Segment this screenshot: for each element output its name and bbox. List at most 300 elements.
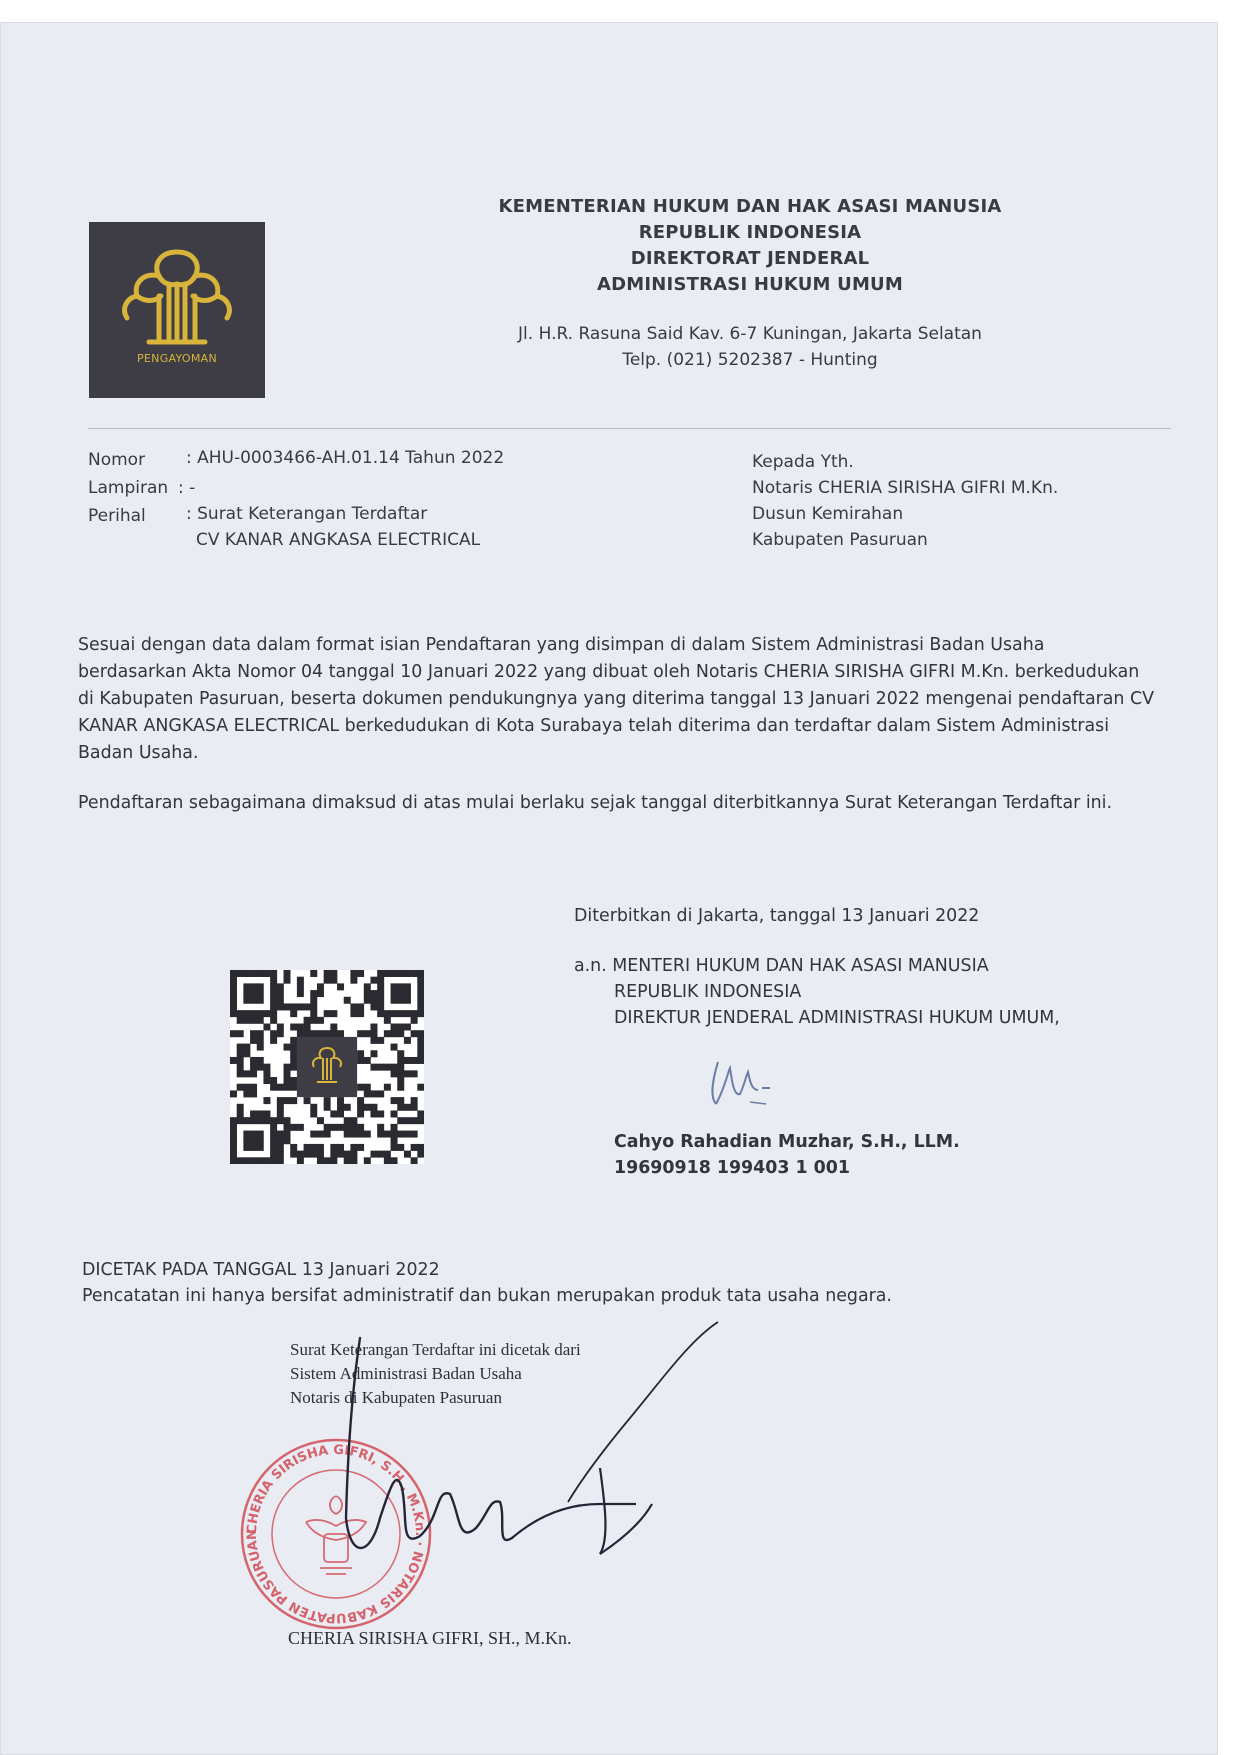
qr-module: [284, 1117, 291, 1124]
qr-module: [237, 1157, 244, 1164]
qr-module: [391, 1030, 398, 1037]
header-divider: [88, 428, 1171, 429]
qr-module: [357, 1131, 364, 1138]
qr-module: [250, 1157, 257, 1164]
nomor-value: : AHU-0003466-AH.01.14 Tahun 2022: [186, 448, 505, 468]
qr-module: [310, 997, 317, 1004]
qr-module: [284, 1077, 291, 1084]
qr-module: [290, 1057, 297, 1064]
qr-module: [364, 1030, 371, 1037]
qr-module: [257, 983, 264, 990]
qr-module: [290, 1010, 297, 1017]
recipient-salutation: Kepada Yth.: [752, 452, 854, 472]
qr-module: [250, 1137, 257, 1144]
qr-module: [263, 1117, 270, 1124]
office-phone: Telp. (021) 5202387 - Hunting: [622, 350, 878, 370]
qr-module: [344, 1151, 351, 1158]
qr-module: [270, 977, 277, 984]
qr-module: [237, 1084, 244, 1091]
qr-module: [290, 1024, 297, 1031]
qr-module: [250, 1010, 257, 1017]
qr-module: [243, 997, 250, 1004]
qr-module: [290, 1124, 297, 1131]
qr-module: [297, 990, 304, 997]
qr-module: [243, 983, 250, 990]
qr-module: [391, 1110, 398, 1117]
qr-module: [310, 1131, 317, 1138]
qr-module: [404, 1131, 411, 1138]
qr-module: [364, 1104, 371, 1111]
qr-module: [404, 1024, 411, 1031]
qr-module: [243, 1137, 250, 1144]
qr-module: [250, 1131, 257, 1138]
qr-module: [324, 1097, 331, 1104]
qr-module: [243, 1131, 250, 1138]
qr-module: [277, 1003, 284, 1010]
qr-module: [270, 990, 277, 997]
qr-module: [411, 1017, 418, 1024]
qr-module: [350, 1151, 357, 1158]
director-signature: [690, 1042, 790, 1122]
qr-module: [270, 1037, 277, 1044]
qr-module: [417, 1003, 424, 1010]
qr-module: [250, 970, 257, 977]
director-nip: 19690918 199403 1 001: [614, 1158, 850, 1178]
qr-module: [391, 970, 398, 977]
qr-module: [397, 1144, 404, 1151]
qr-module: [370, 1024, 377, 1031]
qr-module: [250, 1070, 257, 1077]
qr-module: [330, 1151, 337, 1158]
qr-module: [417, 1110, 424, 1117]
qr-module: [411, 1117, 418, 1124]
qr-module: [297, 1030, 304, 1037]
qr-module: [284, 1044, 291, 1051]
qr-module: [297, 1157, 304, 1164]
qr-module: [344, 997, 351, 1004]
republic-line: REPUBLIK INDONESIA: [614, 982, 802, 1002]
qr-module: [250, 1017, 257, 1024]
qr-module: [250, 1090, 257, 1097]
qr-module: [263, 970, 270, 977]
qr-module: [417, 1044, 424, 1051]
qr-module: [317, 1157, 324, 1164]
qr-module: [284, 1131, 291, 1138]
qr-module: [377, 1131, 384, 1138]
qr-module: [230, 1003, 237, 1010]
qr-module: [377, 1003, 384, 1010]
qr-module: [337, 1097, 344, 1104]
seal-text: CHERIA SIRISHA GIFRI, S.H., M.Kn. · NOTARIS KABUPATEN PASURUAN: [244, 1442, 428, 1626]
qr-module: [370, 977, 377, 984]
qr-module: [391, 1044, 398, 1051]
qr-module: [270, 1151, 277, 1158]
qr-module: [417, 1037, 424, 1044]
qr-module: [277, 997, 284, 1004]
qr-module: [350, 1144, 357, 1151]
qr-module: [404, 1057, 411, 1064]
qr-module: [377, 1151, 384, 1158]
qr-code-pattern: [230, 970, 424, 1164]
qr-module: [324, 1010, 331, 1017]
qr-module: [330, 1024, 337, 1031]
qr-module: [304, 1030, 311, 1037]
qr-module: [297, 1024, 304, 1031]
qr-module: [290, 1077, 297, 1084]
perihal-company: CV KANAR ANGKASA ELECTRICAL: [196, 530, 481, 550]
qr-module: [257, 1137, 264, 1144]
qr-module: [417, 1050, 424, 1057]
qr-module: [237, 1104, 244, 1111]
qr-module: [417, 1151, 424, 1158]
qr-module: [391, 997, 398, 1004]
qr-module: [391, 1157, 398, 1164]
qr-module: [230, 1030, 237, 1037]
qr-module: [290, 1144, 297, 1151]
qr-module: [257, 1010, 264, 1017]
qr-module: [290, 1064, 297, 1071]
qr-module: [317, 983, 324, 990]
qr-module: [270, 1003, 277, 1010]
qr-module: [337, 1030, 344, 1037]
qr-module: [411, 1104, 418, 1111]
qr-module: [230, 1157, 237, 1164]
qr-module: [304, 1097, 311, 1104]
qr-module: [284, 977, 291, 984]
qr-module: [297, 1003, 304, 1010]
qr-module: [257, 1064, 264, 1071]
document-page: [0, 22, 1218, 1755]
qr-module: [290, 1037, 297, 1044]
qr-module: [384, 1157, 391, 1164]
qr-module: [397, 1024, 404, 1031]
qr-module: [237, 1117, 244, 1124]
qr-module: [257, 1044, 264, 1051]
qr-module: [317, 1151, 324, 1158]
qr-module: [411, 1097, 418, 1104]
qr-module: [237, 970, 244, 977]
qr-module: [243, 1157, 250, 1164]
qr-module: [250, 1084, 257, 1091]
qr-module: [337, 1104, 344, 1111]
qr-module: [263, 1010, 270, 1017]
qr-module: [230, 1057, 237, 1064]
qr-module: [317, 1030, 324, 1037]
qr-module: [324, 970, 331, 977]
qr-module: [377, 1124, 384, 1131]
qr-module: [391, 1024, 398, 1031]
qr-module: [270, 1084, 277, 1091]
qr-module: [257, 990, 264, 997]
qr-module: [237, 1010, 244, 1017]
qr-module: [297, 1124, 304, 1131]
qr-module: [330, 1144, 337, 1151]
qr-module: [257, 1030, 264, 1037]
qr-module: [237, 1017, 244, 1024]
qr-module: [391, 1070, 398, 1077]
qr-module: [357, 1144, 364, 1151]
qr-module: [370, 1104, 377, 1111]
qr-module: [384, 1010, 391, 1017]
qr-module: [284, 1097, 291, 1104]
qr-module: [243, 1090, 250, 1097]
qr-module: [324, 1131, 331, 1138]
qr-module: [370, 1151, 377, 1158]
qr-module: [417, 983, 424, 990]
qr-module: [364, 1084, 371, 1091]
qr-module: [257, 1057, 264, 1064]
qr-module: [270, 1144, 277, 1151]
qr-module: [250, 1057, 257, 1064]
qr-module: [324, 1030, 331, 1037]
qr-module: [284, 1084, 291, 1091]
recipient-village: Dusun Kemirahan: [752, 504, 904, 524]
qr-module: [397, 1131, 404, 1138]
qr-module: [397, 970, 404, 977]
office-address: Jl. H.R. Rasuna Said Kav. 6-7 Kuningan, Jakarta Selatan: [518, 324, 982, 344]
qr-module: [411, 1131, 418, 1138]
qr-module: [370, 1030, 377, 1037]
qr-module: [417, 970, 424, 977]
qr-module: [384, 970, 391, 977]
qr-module: [330, 977, 337, 984]
qr-module: [277, 990, 284, 997]
administrative-note: Pencatatan ini hanya bersifat administratif dan bukan merupakan produk tata usaha negara.: [82, 1286, 892, 1306]
qr-module: [230, 1137, 237, 1144]
qr-module: [364, 983, 371, 990]
qr-module: [397, 1064, 404, 1071]
notary-signature: [300, 1318, 740, 1618]
qr-module: [257, 1110, 264, 1117]
qr-module: [377, 990, 384, 997]
qr-module: [324, 1124, 331, 1131]
qr-module: [317, 1117, 324, 1124]
qr-module: [250, 1110, 257, 1117]
qr-module: [404, 1104, 411, 1111]
qr-module: [270, 970, 277, 977]
qr-module: [277, 1024, 284, 1031]
qr-module: [417, 1144, 424, 1151]
qr-module: [290, 1151, 297, 1158]
qr-module: [237, 1070, 244, 1077]
qr-module: [250, 990, 257, 997]
qr-module: [350, 1010, 357, 1017]
qr-module: [284, 1137, 291, 1144]
director-name: Cahyo Rahadian Muzhar, S.H., LLM.: [614, 1132, 960, 1152]
qr-module: [263, 1070, 270, 1077]
qr-module: [417, 1057, 424, 1064]
qr-module: [277, 1110, 284, 1117]
qr-module: [384, 1017, 391, 1024]
qr-module: [304, 1003, 311, 1010]
administration-title: ADMINISTRASI HUKUM UMUM: [597, 274, 903, 295]
qr-module: [310, 1144, 317, 1151]
qr-module: [397, 1050, 404, 1057]
qr-module: [337, 1110, 344, 1117]
qr-module: [230, 990, 237, 997]
lampiran-label: Lampiran: [88, 478, 169, 498]
qr-module: [330, 1124, 337, 1131]
qr-module: [270, 997, 277, 1004]
qr-module: [397, 1117, 404, 1124]
qr-module: [377, 983, 384, 990]
qr-module: [397, 1057, 404, 1064]
qr-module: [364, 997, 371, 1004]
qr-module: [377, 977, 384, 984]
notary-cert-line-3: Notaris di Kabupaten Pasuruan: [290, 1388, 502, 1407]
qr-module: [411, 1144, 418, 1151]
qr-module: [284, 1124, 291, 1131]
qr-module: [397, 1097, 404, 1104]
qr-module: [324, 1104, 331, 1111]
qr-module: [357, 1084, 364, 1091]
qr-module: [330, 1030, 337, 1037]
qr-module: [344, 1117, 351, 1124]
qr-module: [404, 1070, 411, 1077]
qr-module: [344, 1131, 351, 1138]
qr-module: [337, 983, 344, 990]
qr-module: [384, 1030, 391, 1037]
qr-module: [243, 1044, 250, 1051]
qr-module: [317, 1017, 324, 1024]
nomor-label: Nomor: [88, 450, 146, 470]
qr-module: [230, 983, 237, 990]
qr-module: [304, 1144, 311, 1151]
qr-module: [364, 1090, 371, 1097]
qr-module: [391, 1064, 398, 1071]
qr-module: [391, 1131, 398, 1138]
qr-module: [257, 1037, 264, 1044]
qr-module: [250, 1064, 257, 1071]
qr-module: [257, 1157, 264, 1164]
qr-module: [377, 970, 384, 977]
qr-module: [317, 990, 324, 997]
qr-module: [243, 1017, 250, 1024]
qr-module: [370, 1037, 377, 1044]
notary-name: CHERIA SIRISHA GIFRI, SH., M.Kn.: [288, 1628, 572, 1648]
recipient-regency: Kabupaten Pasuruan: [752, 530, 928, 550]
qr-module: [350, 1124, 357, 1131]
qr-module: [297, 977, 304, 984]
qr-module: [284, 1003, 291, 1010]
qr-module: [263, 1097, 270, 1104]
qr-module: [277, 1157, 284, 1164]
qr-module: [230, 1124, 237, 1131]
qr-module: [317, 1144, 324, 1151]
qr-module: [417, 1084, 424, 1091]
qr-module: [257, 1117, 264, 1124]
qr-module: [370, 990, 377, 997]
qr-module: [243, 1084, 250, 1091]
qr-module: [417, 990, 424, 997]
qr-module: [243, 1117, 250, 1124]
qr-module: [310, 1010, 317, 1017]
qr-module: [270, 983, 277, 990]
qr-module: [324, 977, 331, 984]
qr-module: [243, 1144, 250, 1151]
qr-module: [357, 970, 364, 977]
qr-module: [397, 983, 404, 990]
qr-module: [230, 1131, 237, 1138]
qr-module: [230, 977, 237, 984]
qr-module: [237, 1030, 244, 1037]
qr-module: [417, 1117, 424, 1124]
qr-module: [344, 1124, 351, 1131]
qr-module: [357, 1057, 364, 1064]
qr-module: [263, 1157, 270, 1164]
body-paragraph-1: Sesuai dengan data dalam format isian Pendaftaran yang disimpan di dalam Sistem Administrasi Badan Usaha berdasarkan Akta Nomor 04 tanggal 10 Januari 2022 yang dibuat oleh Notaris CHERIA SIRISHA GIFRI M.Kn. berkedudukan di Kabupaten Pasuruan, beserta dokumen pendukungnya yang diterima tanggal 13 Januari 2022 mengenai pendaftaran CV KANAR ANGKASA ELECTRICAL berkedudukan di Kota Surabaya telah diterima dan terdaftar dalam Sistem Administrasi Badan Usaha.: [78, 635, 1154, 763]
directorate-title: DIREKTORAT JENDERAL: [630, 248, 870, 269]
qr-module: [250, 1117, 257, 1124]
qr-module: [277, 1137, 284, 1144]
qr-module: [257, 1017, 264, 1024]
qr-module: [377, 1010, 384, 1017]
qr-module: [370, 997, 377, 1004]
qr-module: [417, 1030, 424, 1037]
qr-module: [230, 997, 237, 1004]
qr-module: [370, 1110, 377, 1117]
qr-module: [250, 1030, 257, 1037]
qr-module: [230, 1090, 237, 1097]
qr-module: [304, 1151, 311, 1158]
qr-module: [243, 990, 250, 997]
qr-module: [350, 1131, 357, 1138]
qr-module: [397, 1070, 404, 1077]
qr-module: [297, 983, 304, 990]
qr-module: [357, 1104, 364, 1111]
qr-module: [391, 1124, 398, 1131]
qr-module: [337, 1144, 344, 1151]
qr-module: [417, 997, 424, 1004]
qr-module: [397, 1077, 404, 1084]
qr-module: [310, 1030, 317, 1037]
qr-module: [243, 970, 250, 977]
qr-module: [270, 1124, 277, 1131]
qr-module: [237, 1044, 244, 1051]
qr-module: [357, 1097, 364, 1104]
qr-module: [243, 1010, 250, 1017]
qr-module: [263, 1077, 270, 1084]
qr-module: [364, 990, 371, 997]
qr-module: [290, 1084, 297, 1091]
qr-module: [277, 983, 284, 990]
qr-module: [391, 983, 398, 990]
qr-module: [257, 1131, 264, 1138]
qr-module: [350, 1157, 357, 1164]
qr-module: [290, 1044, 297, 1051]
qr-module: [257, 970, 264, 977]
qr-module: [397, 1030, 404, 1037]
notary-cert-line-1: Surat Keterangan Terdaftar ini dicetak dari: [290, 1340, 581, 1359]
qr-module: [417, 977, 424, 984]
qr-module: [304, 1024, 311, 1031]
qr-module: [330, 1110, 337, 1117]
qr-module: [230, 1151, 237, 1158]
qr-module: [310, 970, 317, 977]
qr-module: [330, 1157, 337, 1164]
qr-module: [384, 1084, 391, 1091]
body-paragraph-2: Pendaftaran sebagaimana dimaksud di atas mulai berlaku sejak tanggal diterbitkannya Surat Keterangan Terdaftar ini.: [78, 793, 1113, 813]
qr-module: [377, 997, 384, 1004]
qr-module: [397, 1084, 404, 1091]
qr-module: [411, 1157, 418, 1164]
qr-module: [297, 1151, 304, 1158]
qr-module: [270, 1010, 277, 1017]
qr-module: [277, 1084, 284, 1091]
qr-module: [237, 1064, 244, 1071]
qr-module: [230, 1144, 237, 1151]
qr-module: [391, 990, 398, 997]
